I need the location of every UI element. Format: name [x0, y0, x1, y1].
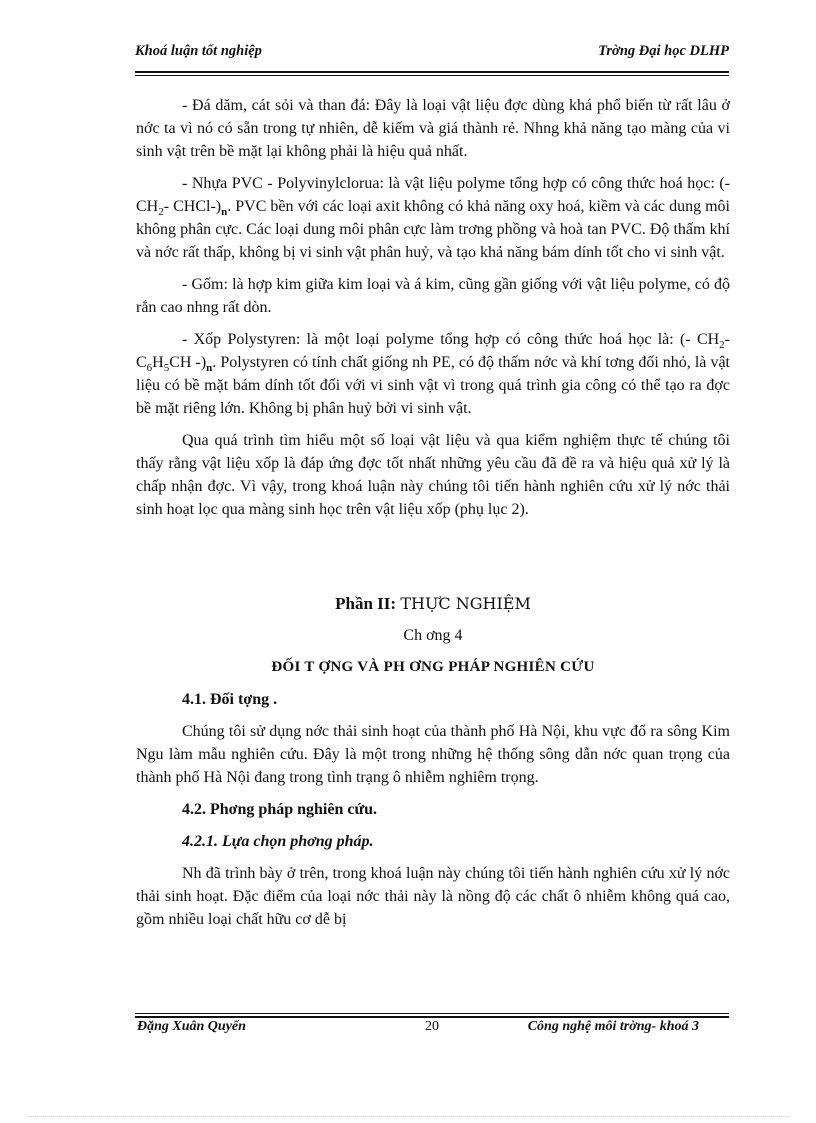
- page-number: 20: [425, 1019, 439, 1034]
- ps-subscript-3: 5: [163, 362, 170, 375]
- header-rule-thin: [135, 75, 729, 76]
- page-body: [136, 94, 730, 940]
- header-thesis-label: Khoá luận tốt nghiệp: [135, 43, 262, 59]
- part-heading: [136, 592, 730, 615]
- ps-subscript-1: 2: [719, 339, 725, 352]
- pvc-text-c: . PVC bền với các loại axit không có khả năng oxy hoá, kiềm và các dung môi không phân cực. Các loại dung môi phân cực làm trơng phồng và hoà tan PVC. Độ thấm khí và nớc rất thấp, không bị vi sinh vật phân huỷ, và tạo khả năng bám dính tốt cho vi sinh vật.: [136, 198, 731, 261]
- pvc-subscript-2: n: [221, 206, 228, 219]
- ps-text-a: - Xốp Polystyren: là một loại polyme tổng hợp có công thức hoá học là: (- CH: [182, 331, 720, 348]
- section-4-2-1-text: Nh đã trình bày ở trên, trong khoá luận này chúng tôi tiến hành nghiên cứu xử lý nớc thải sinh hoạt. Đặc điểm của loại nớc thải này là nồng độ các chất ô nhiễm không quá cao, gồm nhiều loại chất hữu cơ dễ bị: [136, 865, 730, 928]
- chapter-title: ĐỐI T ỢNG VÀ PH ƠNG PHÁP NGHIÊN CỨU: [271, 659, 595, 675]
- paragraph-stone-materials: - Đá dăm, cát sỏi và than đá: Đây là loại vật liệu đợc dùng khá phổ biến từ rất lâu ở nớc ta vì nó có sẵn trong tự nhiên, dễ kiếm và giá thành rẻ. Nhng khả năng tạo màng của vi sinh vật trên bề mặt lại không phải là hiệu quả nhất.: [136, 97, 730, 160]
- ps-text-d: CH -): [169, 354, 207, 371]
- ps-text-c: H: [152, 354, 164, 371]
- page-edge-dotted-line: [28, 1116, 788, 1117]
- ps-subscript-2: 6: [146, 362, 153, 375]
- part-label: Phần II:: [335, 594, 397, 613]
- header-rule: [135, 71, 729, 73]
- footer-rule-thin: [135, 1013, 729, 1014]
- ps-text-e: . Polystyren có tính chất giống nh PE, có độ thấm nớc và khí tơng đối nhỏ, là vật liệu có bề mặt bám dính tốt đối với vi sinh vật vì trong quá trình gia công có thể tạo ra đợc bề mặt riêng lớn. Không bị phân huỷ bởi vi sinh vật.: [136, 354, 730, 417]
- part-title: THỰC NGHIỆM: [400, 594, 531, 613]
- section-4-1-heading: 4.1. Đối tợng .: [182, 691, 278, 708]
- ps-text-b: - C: [136, 331, 730, 371]
- pvc-text-a: - Nhựa PVC - Polyvinylclorua: là vật liệu polyme tổng hợp có công thức hoá học: (-CH: [136, 175, 730, 215]
- paragraph-polystyrene: [136, 328, 730, 420]
- paragraph-pvc: [136, 172, 730, 264]
- chapter-label: Ch ơng 4: [403, 627, 463, 644]
- footer-department: Công nghệ môi trờng- khoá 3: [527, 1019, 699, 1034]
- paragraph-ceramic: - Gốm: là hợp kim giữa kim loại và á kim, cũng gần giống với vật liệu polyme, có độ rắn cao nhng rất dòn.: [136, 276, 730, 316]
- footer-author: Đặng Xuân Quyến: [137, 1019, 246, 1034]
- section-4-2-1-heading: 4.2.1. Lựa chọn phơng pháp.: [182, 833, 374, 850]
- paragraph-conclusion: Qua quá trình tìm hiểu một số loại vật liệu và qua kiểm nghiệm thực tế chúng tôi thấy rằng vật liệu xốp là đáp ứng đợc tốt nhất những yêu cầu đã đề ra và hiệu quả xử lý là chấp nhận đợc. Vì vậy, trong khoá luận này chúng tôi tiến hành nghiên cứu xử lý nớc thải sinh hoạt lọc qua màng sinh học trên vật liệu xốp (phụ lục 2).: [136, 432, 730, 518]
- footer-rule: [135, 1016, 729, 1018]
- pvc-subscript-1: 2: [158, 206, 164, 219]
- section-4-2-heading: 4.2. Phơng pháp nghiên cứu.: [182, 801, 377, 818]
- header-university: Trờng Đại học DLHP: [598, 43, 729, 59]
- section-spacer: [136, 530, 730, 592]
- section-4-1-text: Chúng tôi sử dụng nớc thải sinh hoạt của thành phố Hà Nội, khu vực đổ ra sông Kim Ngu làm mẫu nghiên cứu. Đây là một trong những hệ thống sông dẫn nớc quan trọng của thành phố Hà Nội đang trong tình trạng ô nhiễm nghiêm trọng.: [136, 723, 730, 786]
- pvc-text-b: - CHCl-): [163, 198, 222, 215]
- ps-subscript-4: n: [206, 362, 213, 375]
